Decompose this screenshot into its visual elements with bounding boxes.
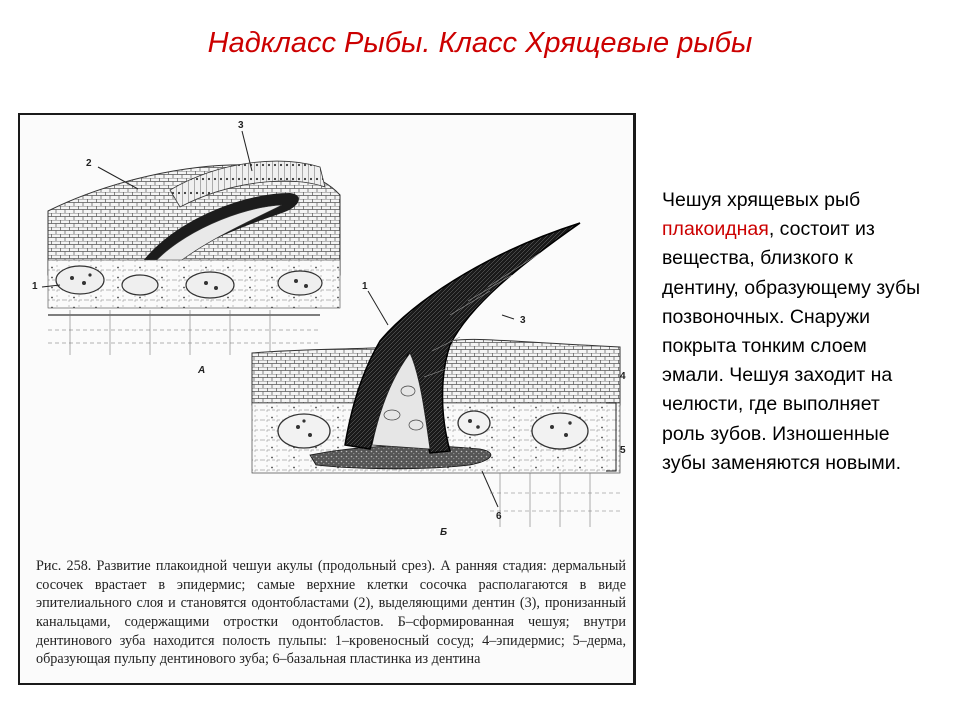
- label-a: А: [198, 365, 206, 376]
- figure-caption: Рис. 258. Развитие плакоидной чешуи акулы (продольный срез). А ранняя стадия: дермальный сосочек врастает в эпидермис; самые верхние клетки сосочка располагаются в виде эпителиального слоя и становятся одонтобластами (2), выделяющими дентин (3), пронизанный канальцами, содержащими отростки одонтобластов. Б–сформированная чешуя; внутри дентинового зуба находится полость пульпы: 1–кровеносный сосуд; 4–эпидермис; 5–дерма, образующая пульпу дентинового зуба; 6–базальная пластинка из дентина: [36, 558, 626, 668]
- description-part2: , состоит из вещества, близкого к дентину, образующему зубы позвоночных. Снаружи покрыта тонким слоем эмали. Чешуя заходит на челюсти, где выполняет роль зубов. Изношенные зубы заменяются новыми.: [662, 218, 921, 474]
- label-6: 6: [496, 511, 502, 522]
- label-4: 4: [620, 371, 626, 382]
- slide-title: Надкласс Рыбы. Класс Хрящевые рыбы: [207, 27, 753, 59]
- label-2: 2: [86, 158, 92, 169]
- label-5: 5: [620, 445, 626, 456]
- description-part1: Чешуя хрящевых рыб: [662, 189, 861, 211]
- label-3-top: 3: [238, 120, 244, 131]
- placoid-highlight: плакоидная: [662, 218, 769, 241]
- label-3-right: 3: [520, 315, 526, 326]
- label-b: Б: [440, 527, 448, 538]
- description-text: [662, 186, 927, 478]
- figure-image: [18, 113, 636, 685]
- label-1-left: 1: [32, 281, 38, 292]
- label-1-right: 1: [362, 281, 368, 292]
